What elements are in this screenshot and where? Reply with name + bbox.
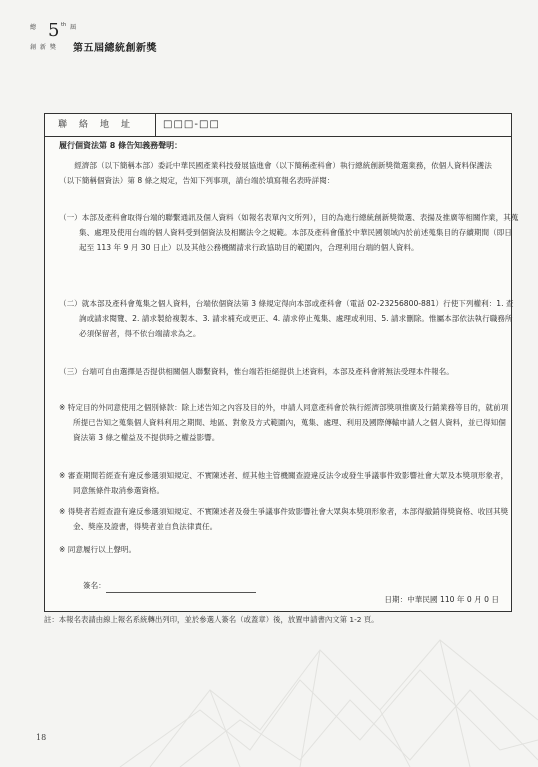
address-row (45, 114, 511, 137)
header-title: 第五屆總統創新獎 (73, 43, 157, 54)
declaration-note-4: ※ 同意履行以上聲明。 (59, 545, 137, 554)
declaration-item-2: （二）就本部及產科會蒐集之個人資料，台端依個資法第 3 條規定得向本部或產科會（電話 02-23256800-881）行使下列權利：1. 查詢或請求閱覽、2. 請求製給複製本、3. 請求補充或更正、4. 請求停止蒐集、處理或利用、5. 請求刪除。惟屬本部依法執行職務所必須保留者，得不依台端請求為之。 (59, 299, 514, 338)
declaration-note-3: ※ 得獎者若經查證有違反參選須知規定、不實陳述者及發生爭議事件致影響社會大眾與本獎項形象者，本部得撤銷得獎資格、收回其獎金、獎座及證書，得獎者並自負法律責任。 (59, 507, 509, 531)
declaration-intro: 經濟部（以下簡稱本部）委託中華民國產業科技發展協進會（以下簡稱產科會）執行總統創新獎徵選業務，依個人資料保護法（以下簡稱個資法）第 8 條之規定，告知下列事項，請台端於填寫報名表時詳閱： (59, 161, 492, 185)
declaration-note-1: ※ 特定目的外同意使用之個別條款：除上述告知之內容及目的外，申請人同意產科會於執行經濟部獎項推廣及行銷業務等目的，就前項所提已告知之蒐集個人資料利用之期間、地區、對象及方式範圍內，蒐集、處理、利用及國際傳輸申請人之個人資料，並已得知個資法第 3 條之權益及不提供時之權益影響。 (59, 403, 509, 442)
address-value: □□□-□□ (163, 119, 220, 130)
header-small-text-2: 屆 (70, 24, 78, 31)
header-award-label: 創 新 獎 (30, 44, 57, 51)
address-label: 聯絡地址 (45, 114, 156, 136)
declaration-note-2: ※ 審查期間若經查有違反參選須知規定、不實陳述者、經其他主管機關查證違反法令或發生爭議事件致影響社會大眾及本獎項形象者，同意無條件取消參選資格。 (59, 471, 509, 495)
signature-line[interactable] (106, 583, 256, 593)
footnote: 註：本報名表請由線上報名系統轉出列印，並於參選人簽名（或蓋章）後，放置申請書內文第 1-2 頁。 (44, 615, 379, 624)
edition-suffix: th (61, 22, 67, 28)
declaration-item-1: （一）本部及產科會取得台端的聯繫通訊及個人資料（如報名表單內文所列），目的為進行總統創新獎徵選、表揚及推廣等相關作業，其蒐集、處理及使用台端的個人資料受到個資法及相關法令之規範。本部及產科會僅於中華民國領域內於前述蒐集目的存續期間（即日起至 113 年 9 月 30 日止）以及其他公務機關請求行政協助目的範圍內，合理利用台端的個人資料。 (59, 213, 519, 252)
header-small-text: 總 (30, 24, 38, 31)
signature-label: 簽名： (83, 581, 106, 590)
edition-number: 5 (48, 20, 60, 41)
declaration-heading: 履行個資法第 8 條告知義務聲明： (59, 141, 183, 150)
declaration-form (44, 113, 519, 612)
page-number: 18 (36, 733, 47, 742)
page-header (30, 20, 230, 60)
form-date: 日期：中華民國 110 年 0 月 0 日 (384, 595, 499, 604)
declaration-item-3: （三）台端可自由選擇是否提供相關個人聯繫資料，惟台端若拒絕提供上述資料，本部及產科會將無法受理本件報名。 (59, 367, 454, 376)
signature-row (83, 578, 256, 593)
